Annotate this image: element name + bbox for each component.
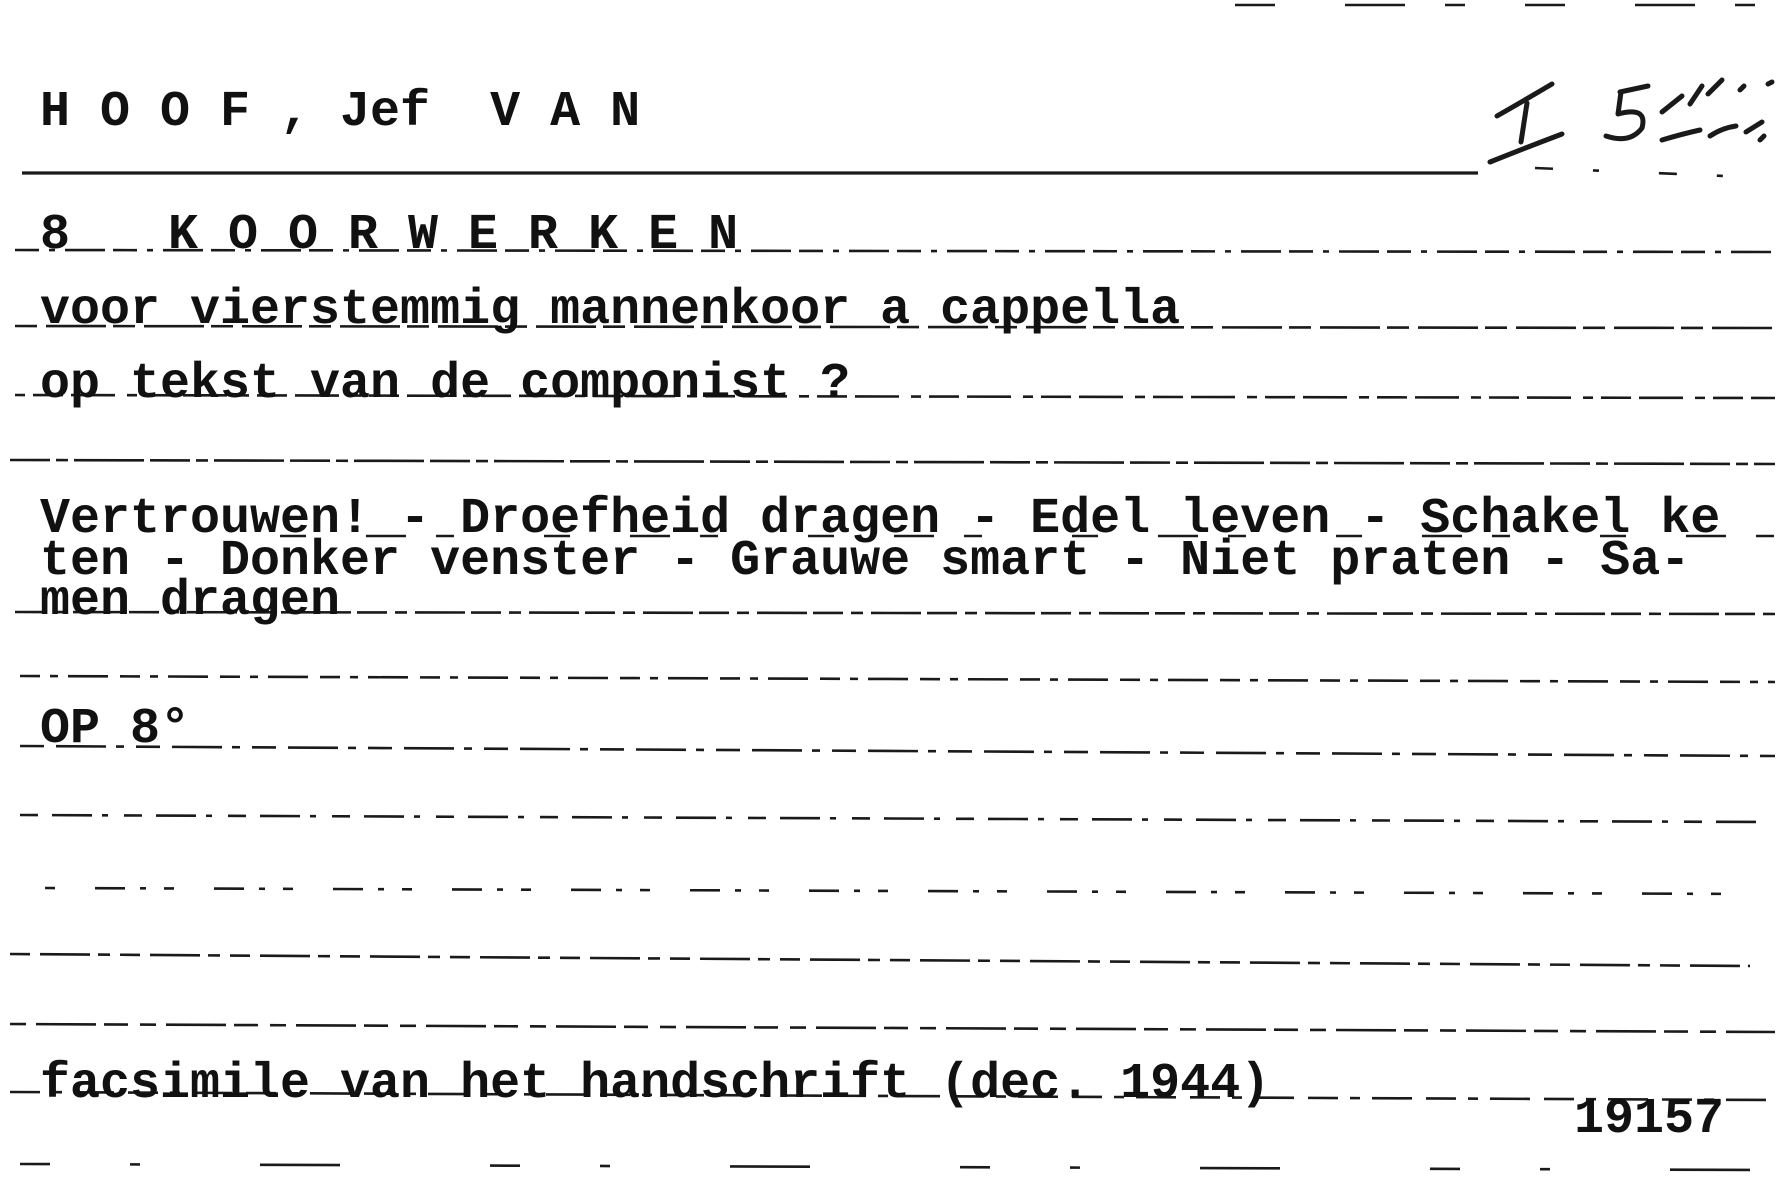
- ruled-line: [1535, 168, 1772, 178]
- work-title: K O O R W E R K E N: [168, 207, 739, 264]
- edition-note: facsimile van het handschrift (dec. 1944): [40, 1056, 1271, 1113]
- ruled-line: [45, 888, 1760, 894]
- ruled-line: [20, 815, 1760, 822]
- author-heading: H O O F , Jef V A N: [40, 84, 641, 141]
- contents-line: Vertrouwen! - Droefheid dragen - Edel leven - Schakel ke: [40, 491, 1721, 548]
- opus-number: OP 8°: [40, 701, 191, 758]
- ruled-line: [20, 746, 1775, 756]
- contents-line: men dragen: [40, 573, 341, 630]
- handwritten-shelf-mark: [1490, 80, 1772, 162]
- scoring-line: voor vierstemmig mannenkoor a cappella: [40, 282, 1181, 339]
- ruled-line: [20, 1164, 1775, 1170]
- contents-line: ten - Donker venster - Grauwe smart - Niet praten - Sa-: [40, 533, 1691, 590]
- item-count: 8: [40, 207, 71, 264]
- text-note-line: op tekst van de componist ?: [40, 356, 851, 413]
- catalog-number: 19157: [1574, 1091, 1725, 1148]
- ruled-line: [10, 1024, 1775, 1032]
- ruled-line: [10, 460, 1775, 464]
- ruled-line: [20, 676, 1775, 682]
- ruled-line: [10, 954, 1750, 966]
